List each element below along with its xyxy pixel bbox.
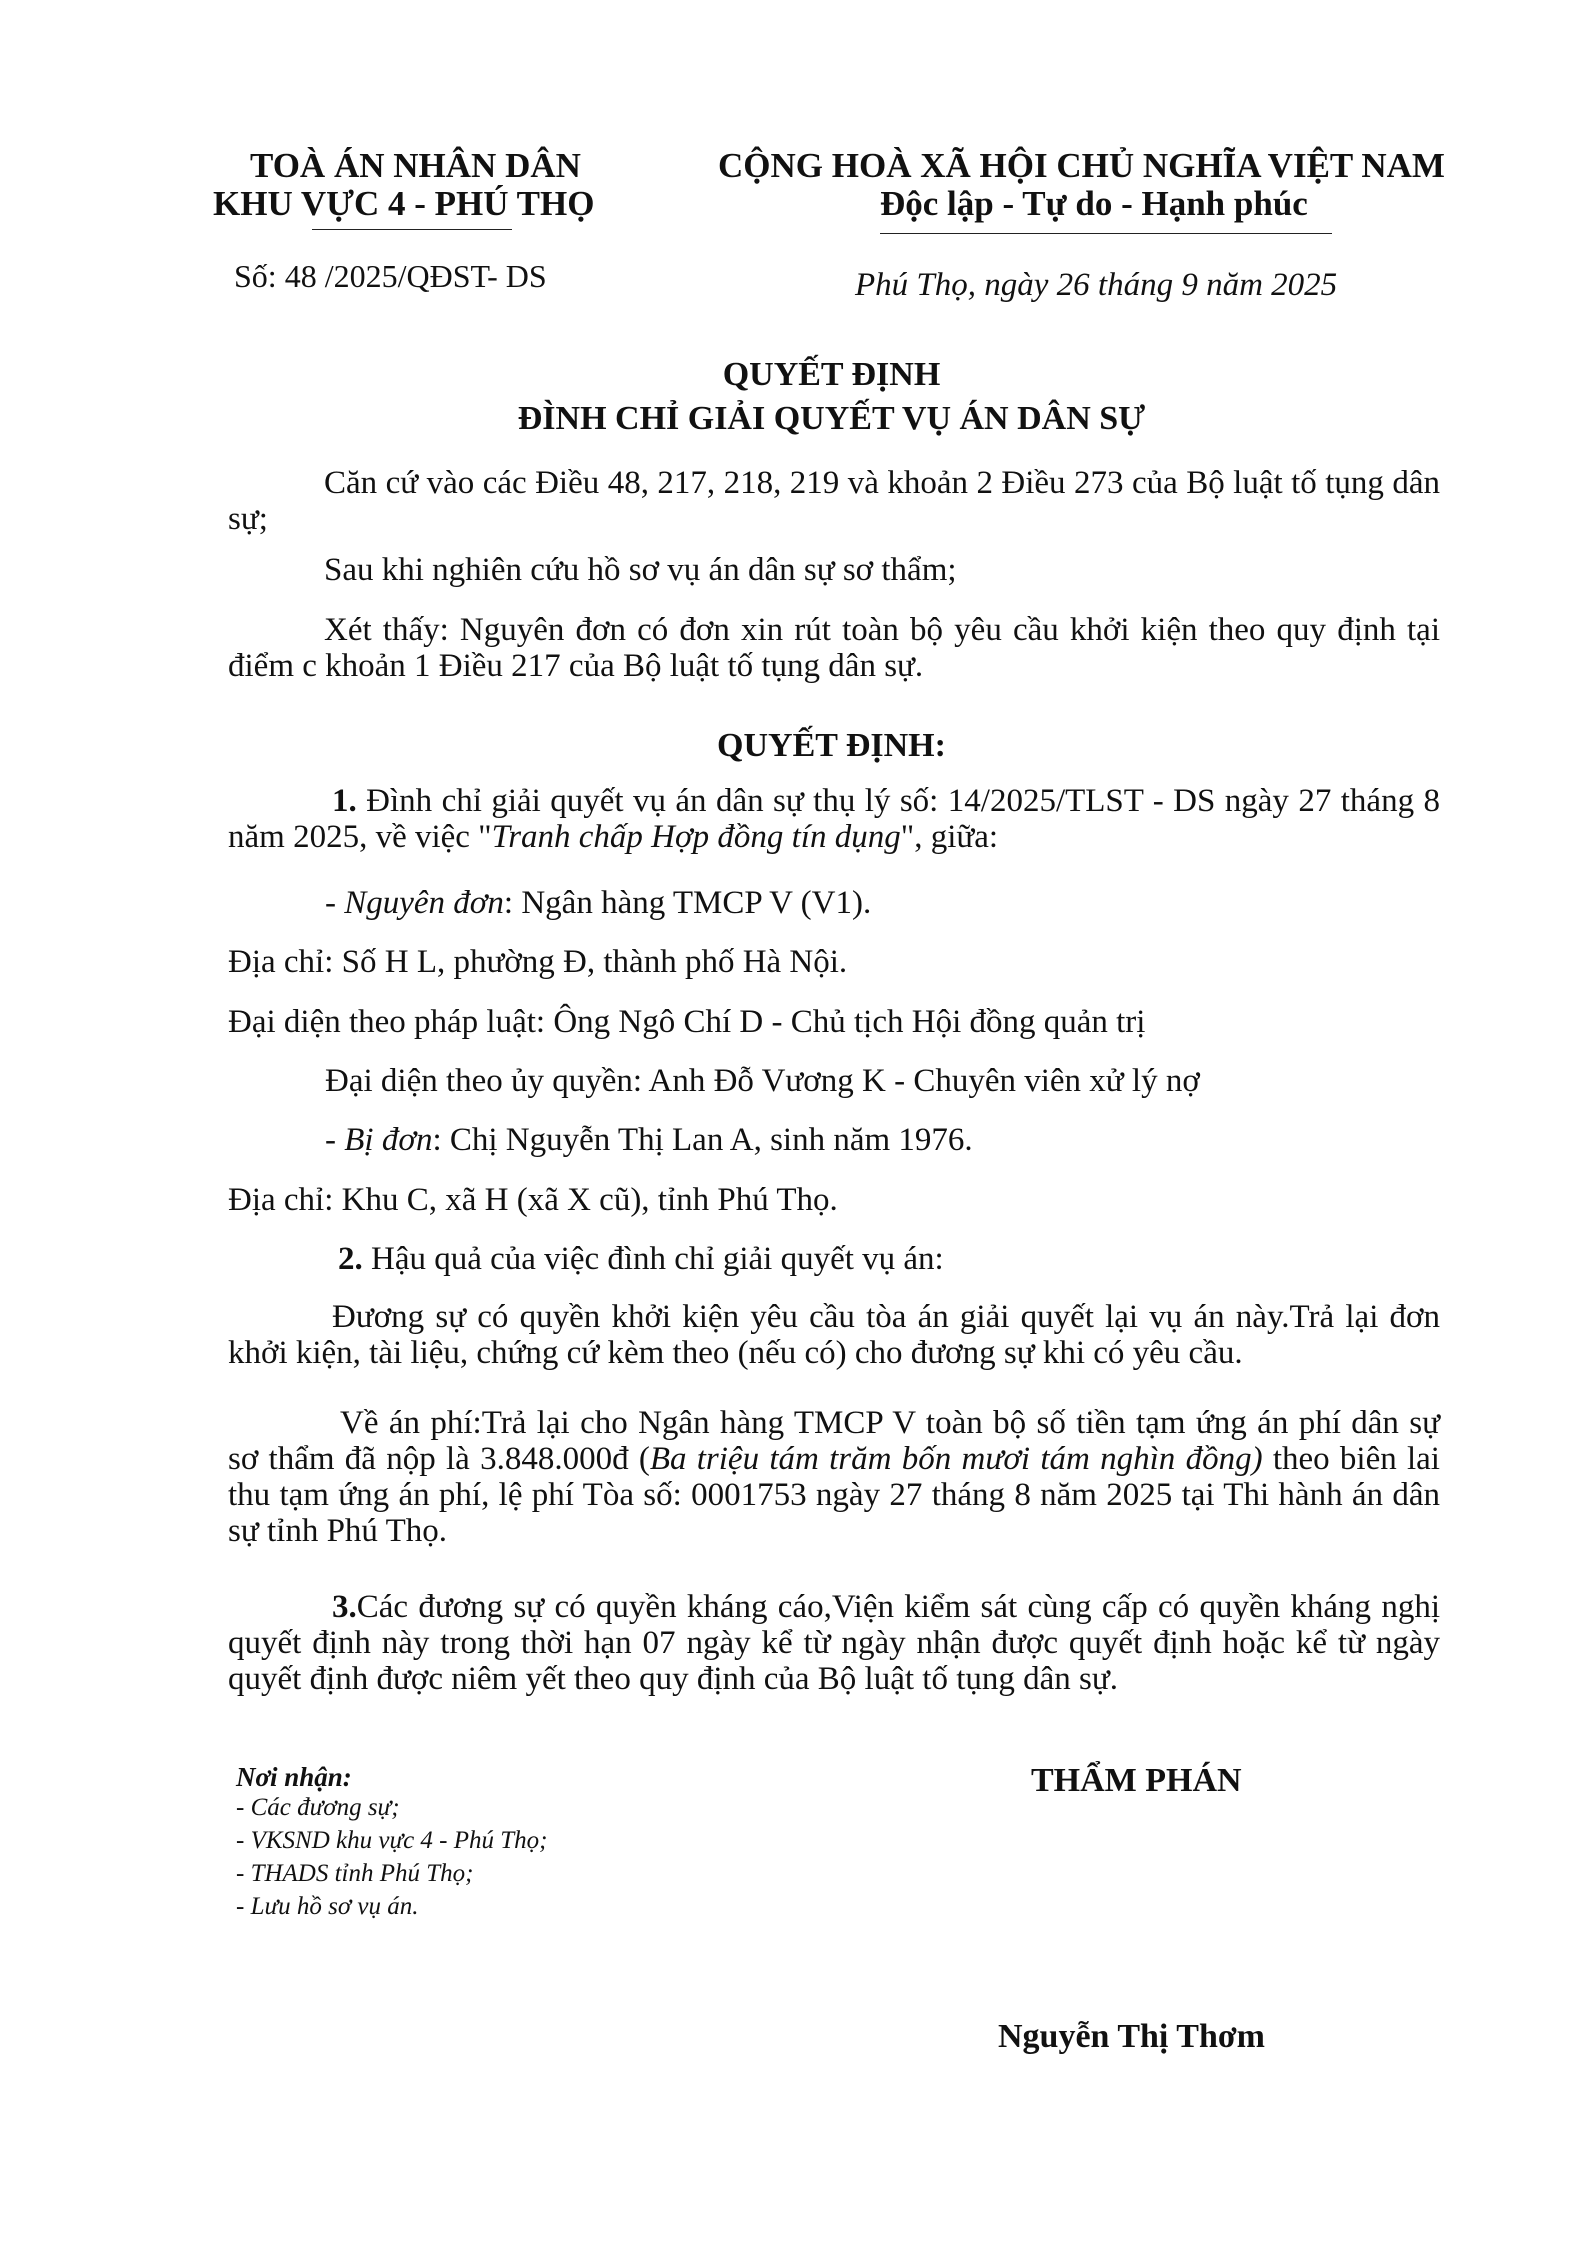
recipient-item: - Các đương sự; <box>236 1794 400 1821</box>
plaintiff-line: - Nguyên đơn: Ngân hàng TMCP V (V1). <box>325 885 872 921</box>
defendant-address: Địa chỉ: Khu C, xã H (xã X cũ), tỉnh Phú Thọ. <box>228 1182 838 1218</box>
decision-heading: QUYẾT ĐỊNH: <box>717 727 946 764</box>
item-3 <box>228 1589 1440 1697</box>
recipient-item: - THADS tỉnh Phú Thọ; <box>236 1860 474 1887</box>
legal-basis: Căn cứ vào các Điều 48, 217, 218, 219 và khoản 2 Điều 273 của Bộ luật tố tụng dân sự; <box>228 465 1440 537</box>
nation-name: CỘNG HOÀ XÃ HỘI CHỦ NGHĨA VIỆT NAM <box>718 146 1445 185</box>
plaintiff-name: : Ngân hàng TMCP V (V1). <box>503 885 872 921</box>
court-region: KHU VỰC 4 - PHÚ THỌ <box>213 184 595 223</box>
item-1-number: 1. <box>332 783 357 819</box>
court-fee-text <box>228 1405 1440 1549</box>
fee-in-words: Ba triệu tám trăm bốn mươi tám nghìn đồng) <box>649 1441 1263 1477</box>
item-3-text: Các đương sự có quyền kháng cáo,Viện kiểm sát cùng cấp có quyền kháng nghị quyết định này trong thời hạn 07 ngày kể từ ngày nhận được quyết định hoặc kể từ ngày quyết định được niêm yết theo quy định của Bộ luật tố tụng dân sự. <box>228 1589 1440 1697</box>
recipient-item: - VKSND khu vực 4 - Phú Thọ; <box>236 1827 548 1854</box>
recipient-item: - Lưu hồ sơ vụ án. <box>236 1893 419 1920</box>
plaintiff-address: Địa chỉ: Số H L, phường Đ, thành phố Hà Nội. <box>228 944 848 980</box>
legal-representative: Đại diện theo pháp luật: Ông Ngô Chí D - Chủ tịch Hội đồng quản trị <box>228 1004 1146 1040</box>
court-underline <box>312 229 512 230</box>
case-type: Tranh chấp Hợp đồng tín dụng <box>491 819 901 855</box>
recipients-label: Nơi nhận: <box>236 1762 352 1792</box>
defendant-name: : Chị Nguyễn Thị Lan A, sinh năm 1976. <box>432 1122 973 1158</box>
defendant-label: Bị đơn <box>344 1122 433 1158</box>
doc-subtitle: ĐÌNH CHỈ GIẢI QUYẾT VỤ ÁN DÂN SỰ <box>517 400 1146 437</box>
review-statement: Sau khi nghiên cứu hồ sơ vụ án dân sự sơ thẩm; <box>324 552 957 588</box>
court-name: TOÀ ÁN NHÂN DÂN <box>250 146 581 185</box>
item-2-heading <box>338 1241 944 1277</box>
doc-title: QUYẾT ĐỊNH <box>722 356 941 393</box>
signer-name: Nguyễn Thị Thơm <box>998 2018 1266 2055</box>
national-motto: Độc lập - Tự do - Hạnh phúc <box>880 184 1308 223</box>
defendant-line: - Bị đơn: Chị Nguyễn Thị Lan A, sinh năm 1976. <box>325 1122 973 1158</box>
court-fee-receipt: theo biên lai thu tạm ứng án phí, lệ phí Tòa số: 0001753 ngày 27 tháng 8 năm 2025 tại Thi hành án dân sự tỉnh Phú Thọ. <box>228 1441 1440 1549</box>
item-3-number: 3. <box>332 1589 357 1625</box>
item-1-text: Đình chỉ giải quyết vụ án dân sự thụ lý số: 14/2025/TLST - DS ngày 27 tháng 8 năm 2025, về việc " <box>228 783 1440 855</box>
authorized-representative: Đại diện theo ủy quyền: Anh Đỗ Vương K - Chuyên viên xử lý nợ <box>325 1063 1200 1099</box>
consequence-text: Đương sự có quyền khởi kiện yêu cầu tòa án giải quyết lại vụ án này.Trả lại đơn khởi kiện, tài liệu, chứng cứ kèm theo (nếu có) cho đương sự khi có yêu cầu. <box>228 1299 1440 1371</box>
item-1-tail: ", giữa: <box>900 819 999 855</box>
consideration: Xét thấy: Nguyên đơn có đơn xin rút toàn bộ yêu cầu khởi kiện theo quy định tại điểm c khoản 1 Điều 217 của Bộ luật tố tụng dân sự. <box>228 612 1440 684</box>
item-2-number: 2. <box>338 1241 363 1277</box>
court-fee-main: Về án phí:Trả lại cho Ngân hàng TMCP V toàn bộ số tiền tạm ứng án phí dân sự sơ thẩm đã nộp là 3.848.000đ ( <box>228 1405 1440 1477</box>
decision-number: Số: 48 /2025/QĐST- DS <box>234 258 547 294</box>
signer-title: THẨM PHÁN <box>1031 1762 1242 1799</box>
issue-date: Phú Thọ, ngày 26 tháng 9 năm 2025 <box>855 267 1338 303</box>
item-2-title: Hậu quả của việc đình chỉ giải quyết vụ án: <box>362 1241 944 1277</box>
motto-underline <box>880 233 1332 234</box>
item-1 <box>228 783 1440 855</box>
plaintiff-label: Nguyên đơn <box>344 885 504 921</box>
